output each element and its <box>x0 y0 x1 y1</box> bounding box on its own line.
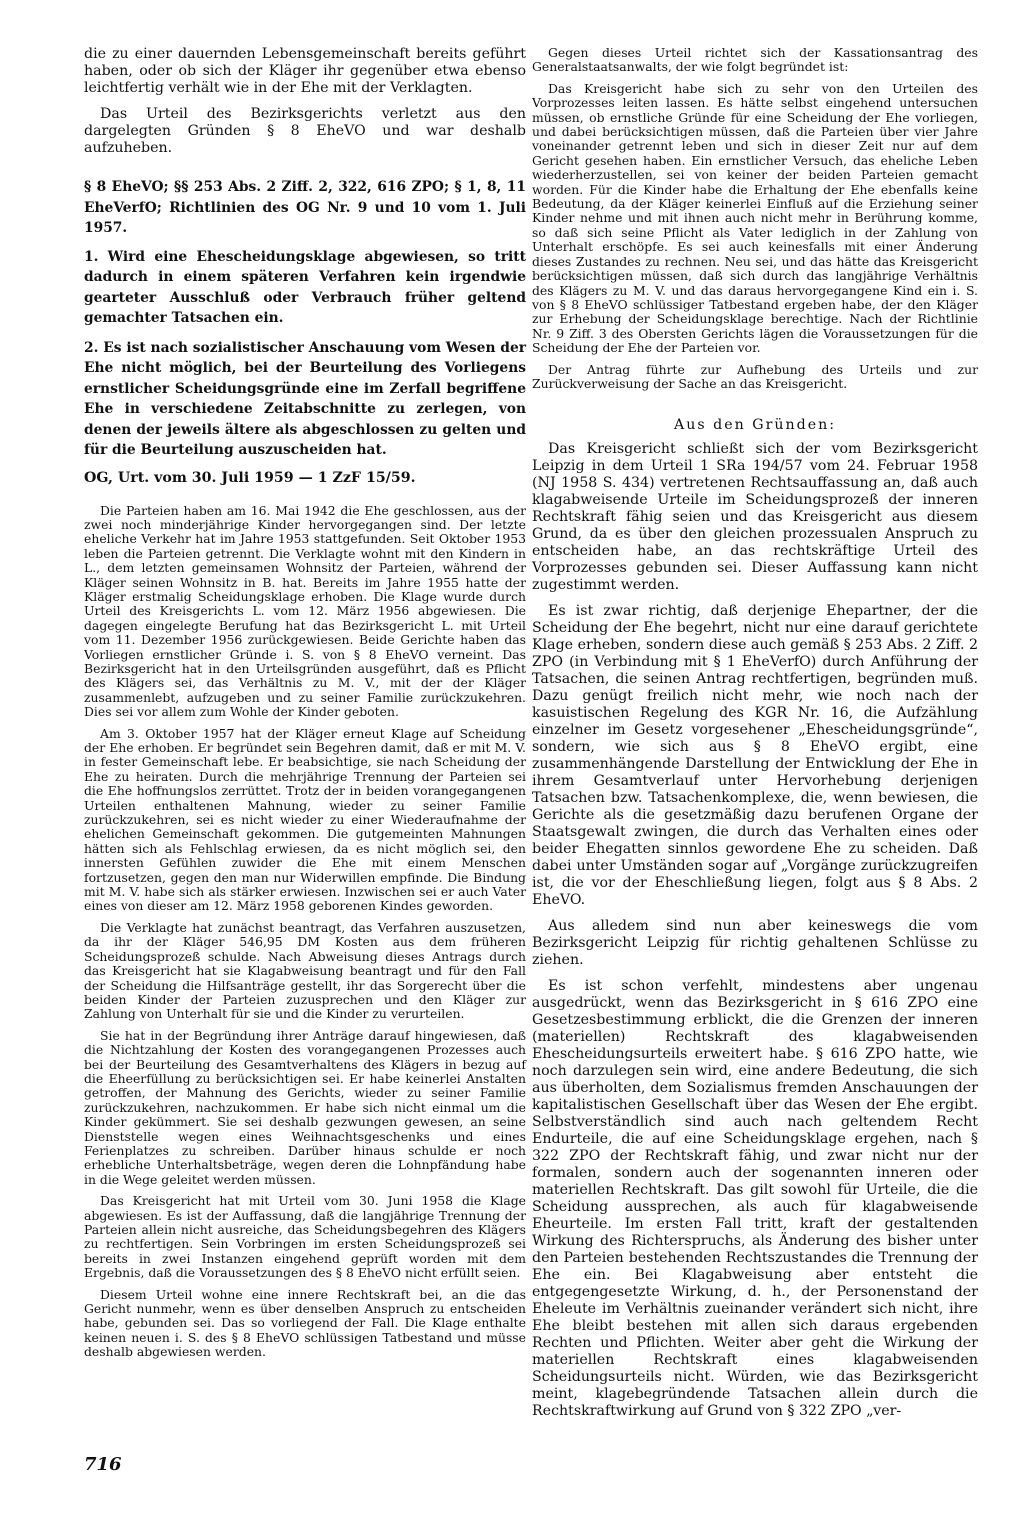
left-column <box>84 46 526 1367</box>
paragraph: Die Verklagte hat zunächst beantragt, das Verfahren auszusetzen, da ihr der Kläger 546,95 DM Kosten aus dem früheren Scheidungsprozeß schulde. Nach Abweisung dieses Antrags durch das Kreisgericht hat sie Klagabweisung beantragt und für den Fall der Scheidung die Hilfsanträge gestellt, ihr das Sorgerecht über die beiden Kinder der Parteien zuzusprechen und den Kläger zur Zahlung von Unterhalt für sie und die Kinder zu verurteilen. <box>84 919 526 1022</box>
paragraph: Das Kreisgericht hat mit Urteil vom 30. Juni 1958 die Klage abgewiesen. Es ist der Auffassung, daß die langjährige Trennung der Parteien allein nicht ausreiche, das Scheidungsbegehren des Klägers zu rechtfertigen. Sein Vorbringen im ersten Scheidungsprozeß sei bereits in zwei Instanzen eingehend geprüft worden mit dem Ergebnis, daß die Voraussetzungen des § 8 EheVO nicht erfüllt seien. <box>84 1193 526 1281</box>
paragraph: Es ist schon verfehlt, mindestens aber ungenau ausgedrückt, wenn das Bezirksgericht in § 616 ZPO eine Gesetzesbestimmung erblickt, die die Grenzen der inneren (materiellen) Rechtskraft des klagabweisenden Ehescheidungsurteils erweitert habe. § 616 ZPO hatte, wie noch darzulegen sein wird, eine andere Bedeutung, die sich aus überholten, dem Sozialismus fremden Anschauungen der kapitalistischen Gesellschaft über das Wesen der Ehe ergibt. Selbstverständlich sind auch nach geltendem Recht Endurteile, die auf eine Scheidungsklage ergehen, nach § 322 ZPO der Rechtskraft fähig, und zwar nicht nur der formalen, sondern auch der sogenannten inneren oder materiellen Rechtskraft. Das gilt sowohl für Urteile, die die Scheidung aussprechen, als auch für klagabweisende Eheurteile. Im ersten Fall tritt, kraft der gestaltenden Wirkung des Richterspruchs, als Änderung des bisher unter den Parteien bestehenden Rechtszustandes die Trennung der Ehe ein. Bei Klagabweisung aber entsteht die entgegengesetzte Wirkung, d. h., der Personenstand der Eheleute im Verhältnis zueinander verändert sich nicht, ihre Ehe bleibt bestehen mit allen sich daraus ergebenden Rechten und Pflichten. Weiter aber geht die Wirkung der materiellen Rechtskraft eines klagabweisenden Scheidungsurteils nicht. Würden, wie das Bezirksgericht meint, klagebegründende Tatsachen allein durch die Rechtskraftwirkung auf Grund von § 322 ZPO „ver- <box>532 978 978 1420</box>
paragraph: Diesem Urteil wohne eine innere Rechtskraft bei, an die das Gericht nunmehr, wenn es über denselben Anspruch zu entscheiden habe, gebunden sei. Das so vorliegend der Fall. Die Klage enthalte keinen neuen i. S. des § 8 EheVO schlüssigen Tatbestand und müsse deshalb abgewiesen werden. <box>84 1286 526 1360</box>
section-heading: Aus den Gründen: <box>673 417 837 434</box>
case-citation: OG, Urt. vom 30. Juli 1959 — 1 ZzF 15/59. <box>84 469 416 486</box>
page-number: 716 <box>84 1454 122 1475</box>
paragraph: die zu einer dauernden Lebensgemeinschaft bereits geführt haben, oder ob sich der Kläger ihr gegenüber etwa ebenso leichtfertig verhält wie in der Ehe mit der Verklagten. <box>84 46 526 96</box>
paragraph: Das Kreisgericht habe sich zu sehr von den Urteilen des Vorprozesses leiten lassen. Es hätte selbst eingehend untersuchen müssen, ob ernstliche Gründe für eine Scheidung der Ehe vorliegen, und dabei berücksichtigen müssen, daß die Parteien über vier Jahre voneinander getrennt leben und sich in dieser Zeit nur auf dem Gericht gesehen haben. Ein ernstlicher Versuch, das eheliche Leben wiederherzustellen, sei von keiner der beiden Parteien gemacht worden. Für die Kinder habe die Erhaltung der Ehe ebenfalls keine Bedeutung, da der Kläger keinerlei Einfluß auf die Erziehung seiner Kinder nehme und mit ihnen auch nicht mehr in Berührung komme, so daß sich seine Pflicht als Vater lediglich in der Zahlung von Unterhalt erschöpfe. Es sei auch keinesfalls mit einer Änderung dieses Zustandes zu rechnen. Neu sei, und das hätte das Kreisgericht berücksichtigen müssen, daß sich durch das langjährige Verhältnis des Klägers zu M. V. und das daraus hervorgegangene Kind ein i. S. von § 8 EheVO schlüssiger Tatbestand ergeben habe, der den Kläger zur Erhebung der Scheidungsklage berechtige. Nach der Richtlinie Nr. 9 Ziff. 3 des Obersten Gerichts lägen die Voraussetzungen für die Scheidung der Ehe der Parteien vor. <box>532 80 978 356</box>
right-column <box>532 46 978 1429</box>
headnote-1: 1. Wird eine Ehescheidungsklage abgewiesen, so tritt dadurch in einem späteren Verfahren kein irgendwie gearteter Ausschluß oder Verbrauch früher geltend gemachter Tatsachen ein. <box>84 248 526 326</box>
headnote-2: 2. Es ist nach sozialistischer Anschauung vom Wesen der Ehe nicht möglich, bei der Beurteilung des Vorliegens ernstlicher Scheidungsgründe eine im Zerfall begriffene Ehe in verschiedene Zeitabschnitte zu zerlegen, von denen der jeweils ältere als abgeschlossen zu gelten und für die Beurteilung auszuscheiden hat. <box>84 339 526 458</box>
paragraph: Das Urteil des Bezirksgerichts verletzt aus den dargelegten Gründen § 8 EheVO und war deshalb aufzuheben. <box>84 106 526 156</box>
paragraph: Das Kreisgericht schließt sich der vom Bezirksgericht Leipzig in dem Urteil 1 SRa 194/57 vom 24. Februar 1958 (NJ 1958 S. 434) vertretenen Rechtsauffassung an, daß auch klagabweisende Urteile im Scheidungsprozeß der inneren Rechtskraft fähig seien und das Kreisgericht aus diesem Grund, da es über den gleichen prozessualen Anspruch zu entscheiden habe, an das rechtskräftige Urteil des Vorprozesses gebunden sei. Dieser Auffassung kann nicht zugestimmt werden. <box>532 441 978 594</box>
statute-heading: § 8 EheVO; §§ 253 Abs. 2 Ziff. 2, 322, 616 ZPO; § 1, 8, 11 EheVerfO; Richtlinien des OG Nr. 9 und 10 vom 1. Juli 1957. <box>84 179 526 236</box>
paragraph: Es ist zwar richtig, daß derjenige Ehepartner, der die Scheidung der Ehe begehrt, nicht nur eine darauf gerichtete Klage erheben, sondern diese auch gemäß § 253 Abs. 2 Ziff. 2 ZPO (in Verbindung mit § 1 EheVerfO) durch Anführung der Tatsachen, die seinen Antrag rechtfertigen, begründen muß. Dazu genügt freilich nicht mehr, wie noch nach der kasuistischen Regelung des KGR Nr. 16, die Aufzählung einzelner im Gesetz vorgesehener „Ehescheidungsgründe“, sondern, wie sich aus § 8 EheVO ergibt, eine zusammenhängende Darstellung der Entwicklung der Ehe in ihrem Gesamtverlauf unter Hervorhebung derjenigen Tatsachen bzw. Tatsachenkomplexe, die, wenn bewiesen, die Gerichte als die gesetzmäßig dazu berufenen Organe der Staatsgewalt zwingen, die durch das Verhalten eines oder beider Ehegatten sinnlos gewordene Ehe zu scheiden. Daß dabei unter Umständen sogar auf „Vorgänge zurückzugreifen ist, die vor der Eheschließung liegen, folgt aus § 8 Abs. 2 EheVO. <box>532 603 978 909</box>
paragraph: Die Parteien haben am 16. Mai 1942 die Ehe geschlossen, aus der zwei noch minderjährige Kinder hervorgegangen sind. Der letzte eheliche Verkehr hat im Jahre 1953 stattgefunden. Seit Oktober 1953 leben die Parteien getrennt. Die Verklagte wohnt mit den Kindern in L., dem letzten gemeinsamen Wohnsitz der Parteien, während der Kläger seinen Wohnsitz in B. hat. Bereits im Jahre 1955 hatte der Kläger erstmalig Scheidungsklage erhoben. Die Klage wurde durch Urteil des Kreisgerichts L. vom 12. März 1956 abgewiesen. Die dagegen eingelegte Berufung hat das Bezirksgericht L. mit Urteil vom 11. Dezember 1956 zurückgewiesen. Beide Gerichte haben das Vorliegen ernstlicher Gründe i. S. von § 8 EheVO verneint. Das Bezirksgericht hat in den Urteilsgründen ausgeführt, daß es Pflicht des Klägers sei, das Verhältnis zu M. V., mit der der Kläger zusammenlebt, aufzugeben und zu seiner Familie zurückzukehren. Dies sei vor allem zum Wohle der Kinder geboten. <box>84 502 526 720</box>
paragraph: Am 3. Oktober 1957 hat der Kläger erneut Klage auf Scheidung der Ehe erhoben. Er begründet sein Begehren damit, daß er mit M. V. in fester Gemeinschaft lebe. Er beabsichtige, sie nach Scheidung der Ehe zu heiraten. Durch die mehrjährige Trennung der Parteien sei die Ehe hoffnungslos zerrüttet. Trotz der in beiden vorangegangenen Urteilen enthaltenen Mahnung, wieder zu seiner Familie zurückzukehren, sei es nicht wieder zu einer Wiederaufnahme der ehelichen Gemeinschaft gekommen. Die gutgemeinten Mahnungen hätten sich als Fehlschlag erwiesen, da es nicht möglich sei, den innersten Gefühlen zuwider die Ehe mit einem Menschen fortzusetzen, gegen den man nur Widerwillen empfinde. Die Bindung mit M. V. habe sich als stärker erwiesen. Inzwischen sei er auch Vater eines von dieser am 12. März 1958 geborenen Kindes geworden. <box>84 725 526 914</box>
paragraph: Der Antrag führte zur Aufhebung des Urteils und zur Zurückverweisung der Sache an das Kreisgericht. <box>532 361 978 391</box>
paragraph: Sie hat in der Begründung ihrer Anträge darauf hingewiesen, daß die Nichtzahlung der Kosten des vorangegangenen Prozesses auch bei der Beurteilung des Gesamtverhaltens des Klägers in bezug auf die Eheerfüllung zu berücksichtigen sei. Er habe keinerlei Anstalten getroffen, der Mahnung des Gerichts, wieder zu seiner Familie zurückzukehren, nachzukommen. Er habe sich nicht einmal um die Kinder gekümmert. Sie sei deshalb gezwungen gewesen, an seine Dienststelle wegen eines Weihnachtsgeschenks und eines Ferienplatzes zu schreiben. Darüber hinaus schulde er noch erhebliche Unterhaltsbeträge, wegen deren die Lohnpfändung habe in die Wege geleitet werden müssen. <box>84 1027 526 1187</box>
paragraph: Gegen dieses Urteil richtet sich der Kassationsantrag des Generalstaatsanwalts, der wie folgt begründet ist: <box>532 45 978 75</box>
paragraph: Aus alledem sind nun aber keineswegs die vom Bezirksgericht Leipzig für richtig gehaltenen Schlüsse zu ziehen. <box>532 918 978 969</box>
